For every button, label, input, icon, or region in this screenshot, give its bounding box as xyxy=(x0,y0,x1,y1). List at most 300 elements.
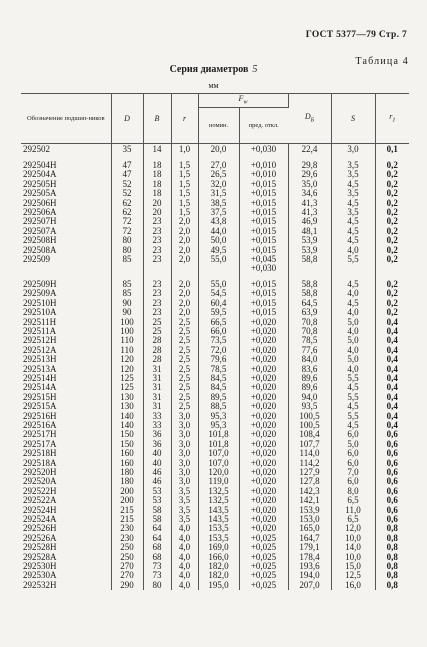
cell-fw-nominal: 195,0 xyxy=(198,581,239,590)
cell-r1: 0,6 xyxy=(386,430,398,440)
cell-B: 46 xyxy=(143,468,171,477)
cell-r: 3,0 xyxy=(171,459,198,468)
cell-Db: 142,1 xyxy=(288,496,331,505)
cell-r1: 0,4 xyxy=(386,373,398,383)
cell-r1: 0,8 xyxy=(386,543,398,553)
cell-S: 11,0 xyxy=(331,506,375,515)
cell-fw-nominal: 49,5 xyxy=(198,246,239,255)
cell-designation: 292508Н xyxy=(21,236,111,245)
cell-fw-nominal: 79,6 xyxy=(198,355,239,364)
cell-S: 7,0 xyxy=(331,468,375,477)
cell-B: 40 xyxy=(143,459,171,468)
cell-r1: 0,2 xyxy=(386,289,398,299)
cell-r1: 0,6 xyxy=(386,458,398,468)
cell-D: 62 xyxy=(111,208,143,217)
cell-r: 2,0 xyxy=(171,255,198,264)
table-row xyxy=(21,383,409,392)
cell-S: 10,0 xyxy=(331,553,375,562)
cell-r: 2,0 xyxy=(171,280,198,289)
cell-fw-nominal: 169,0 xyxy=(198,543,239,552)
table-body xyxy=(21,144,409,591)
cell-Db: 108,4 xyxy=(288,430,331,439)
table-row xyxy=(21,208,409,217)
cell-S: 4,5 xyxy=(331,402,375,411)
cell-D: 35 xyxy=(111,144,143,156)
cell-Db: 64,5 xyxy=(288,299,331,308)
cell-Db: 127,9 xyxy=(288,468,331,477)
cell-S: 5,0 xyxy=(331,336,375,345)
cell-fw-nominal: 73,5 xyxy=(198,336,239,345)
cell-fw-nominal: 32,0 xyxy=(198,180,239,189)
table-row xyxy=(21,524,409,533)
cell-S: 14,0 xyxy=(331,543,375,552)
cell-Db: 84,0 xyxy=(288,355,331,364)
cell-r: 1,5 xyxy=(171,180,198,189)
cell-S: 3,5 xyxy=(331,170,375,179)
cell-Db: 89,6 xyxy=(288,374,331,383)
cell-fw-deviation: +0,020 xyxy=(239,336,288,345)
cell-fw-nominal xyxy=(198,264,239,273)
cell-Db: 179,1 xyxy=(288,543,331,552)
cell-r: 4,0 xyxy=(171,553,198,562)
cell-r: 2,0 xyxy=(171,236,198,245)
table-row xyxy=(21,236,409,245)
cell-r: 3,0 xyxy=(171,421,198,430)
cell-r1: 0,8 xyxy=(386,524,398,534)
cell-fw-nominal: 182,0 xyxy=(198,562,239,571)
col-r: r xyxy=(171,94,198,144)
cell-fw-nominal: 55,0 xyxy=(198,255,239,264)
col-r1-subscript: 1 xyxy=(392,117,396,124)
table-row xyxy=(21,246,409,255)
cell-r1: 0,6 xyxy=(386,505,398,515)
cell-designation: 292520Н xyxy=(21,468,111,477)
cell-fw-nominal: 54,5 xyxy=(198,289,239,298)
cell-fw-nominal: 84,5 xyxy=(198,374,239,383)
cell-fw-deviation: +0,015 xyxy=(239,236,288,245)
col-deviation: пред. откл. xyxy=(239,108,288,144)
cell-designation: 292518А xyxy=(21,459,111,468)
cell-fw-nominal: 72,0 xyxy=(198,346,239,355)
cell-r1: 0,2 xyxy=(386,198,398,208)
cell-r1: 0,6 xyxy=(386,486,398,496)
cell-D: 150 xyxy=(111,430,143,439)
cell-Db: 58,8 xyxy=(288,289,331,298)
cell-fw-nominal: 66,5 xyxy=(198,318,239,327)
col-D: D xyxy=(111,94,143,144)
cell-r: 3,0 xyxy=(171,412,198,421)
cell-designation: 292516Н xyxy=(21,412,111,421)
cell-D: 52 xyxy=(111,189,143,198)
cell-r: 3,5 xyxy=(171,515,198,524)
cell-fw-nominal: 95,3 xyxy=(198,421,239,430)
cell-r1: 0,4 xyxy=(386,326,398,336)
cell-S: 4,5 xyxy=(331,280,375,289)
cell-Db: 58,8 xyxy=(288,255,331,264)
cell-r1: 0,2 xyxy=(386,208,398,218)
cell-S: 5,0 xyxy=(331,440,375,449)
cell-S: 4,5 xyxy=(331,217,375,226)
cell-fw-deviation: +0,015 xyxy=(239,280,288,289)
cell-Db: 127,8 xyxy=(288,477,331,486)
table-row xyxy=(21,496,409,505)
cell-designation: 292516А xyxy=(21,421,111,430)
table-row xyxy=(21,421,409,430)
cell-r1: 0,4 xyxy=(386,392,398,402)
cell-Db: 178,4 xyxy=(288,553,331,562)
col-fw xyxy=(198,94,288,108)
table-row xyxy=(21,553,409,562)
cell-B: 33 xyxy=(143,412,171,421)
cell-r: 2,0 xyxy=(171,217,198,226)
cell-Db: 94,0 xyxy=(288,393,331,402)
cell-designation: 292520А xyxy=(21,477,111,486)
cell-designation: 292506Н xyxy=(21,199,111,208)
cell-designation: 292507А xyxy=(21,227,111,236)
cell-r: 4,0 xyxy=(171,571,198,580)
cell-fw-deviation: +0,020 xyxy=(239,430,288,439)
cell-S: 16,0 xyxy=(331,581,375,590)
cell-designation: 292507Н xyxy=(21,217,111,226)
cell-fw-nominal: 27,0 xyxy=(198,161,239,170)
cell-fw-deviation: +0,030 xyxy=(239,144,288,156)
cell-Db: 193,6 xyxy=(288,562,331,571)
cell-D: 85 xyxy=(111,255,143,264)
table-label: Таблица 4 xyxy=(355,56,409,67)
cell-S: 15,0 xyxy=(331,562,375,571)
cell-designation: 292514А xyxy=(21,383,111,392)
cell-fw-deviation: +0,025 xyxy=(239,543,288,552)
cell-B: 73 xyxy=(143,571,171,580)
cell-Db: 194,0 xyxy=(288,571,331,580)
cell-Db: 142,3 xyxy=(288,487,331,496)
cell-B: 31 xyxy=(143,365,171,374)
cell-S: 4,0 xyxy=(331,346,375,355)
cell-D: 200 xyxy=(111,496,143,505)
cell-fw-nominal: 88,5 xyxy=(198,402,239,411)
cell-fw-deviation: +0,015 xyxy=(239,289,288,298)
table-row xyxy=(21,255,409,264)
cell-B: 20 xyxy=(143,208,171,217)
cell-fw-nominal: 119,0 xyxy=(198,477,239,486)
cell-B: 28 xyxy=(143,355,171,364)
cell-r: 3,5 xyxy=(171,506,198,515)
cell-D: 180 xyxy=(111,468,143,477)
cell-D: 100 xyxy=(111,318,143,327)
table-row xyxy=(21,346,409,355)
cell-r: 3,5 xyxy=(171,487,198,496)
cell-fw-deviation: +0,020 xyxy=(239,496,288,505)
cell-Db: 153,0 xyxy=(288,515,331,524)
cell-fw-deviation: +0,015 xyxy=(239,199,288,208)
table-row xyxy=(21,217,409,226)
cell-Db: 34,6 xyxy=(288,189,331,198)
col-S: S xyxy=(331,94,375,144)
cell-S: 5,0 xyxy=(331,318,375,327)
cell-designation: 292517А xyxy=(21,440,111,449)
cell-B: 31 xyxy=(143,374,171,383)
cell-D: 52 xyxy=(111,180,143,189)
cell-Db: 100,5 xyxy=(288,412,331,421)
cell-r: 4,0 xyxy=(171,581,198,590)
cell-designation: 292522А xyxy=(21,496,111,505)
cell-S: 4,5 xyxy=(331,383,375,392)
table-row xyxy=(21,144,409,156)
cell-fw-nominal: 78,5 xyxy=(198,365,239,374)
cell-S: 4,5 xyxy=(331,227,375,236)
cell-S: 4,5 xyxy=(331,299,375,308)
cell-Db: 89,6 xyxy=(288,383,331,392)
cell-r: 2,5 xyxy=(171,355,198,364)
cell-D: 250 xyxy=(111,543,143,552)
cell-r1: 0,1 xyxy=(386,143,398,154)
cell-designation: 292511А xyxy=(21,327,111,336)
cell-fw-deviation: +0,020 xyxy=(239,524,288,533)
cell-S: 8,0 xyxy=(331,487,375,496)
table-row xyxy=(21,412,409,421)
cell-r: 2,0 xyxy=(171,299,198,308)
cell-S: 3,0 xyxy=(331,144,375,156)
table-row xyxy=(21,355,409,364)
cell-S: 5,0 xyxy=(331,355,375,364)
table-row xyxy=(21,459,409,468)
cell-designation: 292528А xyxy=(21,553,111,562)
cell-designation: 292508А xyxy=(21,246,111,255)
cell-fw-deviation: +0,020 xyxy=(239,346,288,355)
cell-S: 6,0 xyxy=(331,477,375,486)
cell-designation: 292530А xyxy=(21,571,111,580)
cell-r: 3,0 xyxy=(171,468,198,477)
cell-fw-nominal: 101,8 xyxy=(198,440,239,449)
cell-Db: 153,9 xyxy=(288,506,331,515)
cell-fw-deviation: +0,025 xyxy=(239,581,288,590)
cell-r: 4,0 xyxy=(171,543,198,552)
cell-r: 2,5 xyxy=(171,318,198,327)
cell-r1: 0,8 xyxy=(386,533,398,543)
cell-designation: 292510Н xyxy=(21,299,111,308)
cell-fw-deviation: +0,020 xyxy=(239,487,288,496)
cell-D: 90 xyxy=(111,299,143,308)
cell-B: 40 xyxy=(143,449,171,458)
cell-D: 90 xyxy=(111,308,143,317)
table-row xyxy=(21,543,409,552)
cell-r1: 0,6 xyxy=(386,477,398,487)
cell-B xyxy=(143,264,171,273)
cell-S: 4,0 xyxy=(331,289,375,298)
cell-S: 5,5 xyxy=(331,412,375,421)
cell-Db: 41,3 xyxy=(288,199,331,208)
cell-r: 2,0 xyxy=(171,289,198,298)
table-row xyxy=(21,487,409,496)
cell-S: 6,5 xyxy=(331,515,375,524)
cell-Db: 46,9 xyxy=(288,217,331,226)
cell-D: 230 xyxy=(111,524,143,533)
cell-designation: 292509 xyxy=(21,255,111,264)
cell-designation: 292526Н xyxy=(21,524,111,533)
table-row xyxy=(21,562,409,571)
cell-fw-nominal: 107,0 xyxy=(198,449,239,458)
cell-r: 3,0 xyxy=(171,477,198,486)
cell-D: 120 xyxy=(111,355,143,364)
cell-Db: 53,9 xyxy=(288,246,331,255)
cell-fw-deviation: +0,020 xyxy=(239,440,288,449)
cell-Db: 165,0 xyxy=(288,524,331,533)
cell-r1: 0,2 xyxy=(386,217,398,227)
cell-r: 2,5 xyxy=(171,336,198,345)
cell-r1: 0,8 xyxy=(386,562,398,572)
cell-D: 110 xyxy=(111,346,143,355)
cell-designation: 292513Н xyxy=(21,355,111,364)
cell-D: 120 xyxy=(111,365,143,374)
cell-B: 14 xyxy=(143,144,171,156)
table-row xyxy=(21,308,409,317)
cell-S: 10,0 xyxy=(331,534,375,543)
unit-label: мм xyxy=(208,81,219,90)
cell-D: 270 xyxy=(111,571,143,580)
cell-r1: 0,4 xyxy=(386,336,398,346)
cell-fw-deviation: +0,015 xyxy=(239,299,288,308)
cell-D: 130 xyxy=(111,402,143,411)
cell-r1: 0,6 xyxy=(386,468,398,477)
cell-designation: 292510А xyxy=(21,308,111,317)
cell-fw-nominal: 95,3 xyxy=(198,412,239,421)
cell-fw-nominal: 66,0 xyxy=(198,327,239,336)
cell-D: 85 xyxy=(111,289,143,298)
cell-S: 3,5 xyxy=(331,189,375,198)
cell-r1: 0,6 xyxy=(386,496,398,506)
cell-Db: 22,4 xyxy=(288,144,331,156)
cell-D: 250 xyxy=(111,553,143,562)
col-B: B xyxy=(143,94,171,144)
cell-B: 23 xyxy=(143,299,171,308)
cell-B: 68 xyxy=(143,543,171,552)
cell-r1: 0,8 xyxy=(386,552,398,562)
cell-fw-nominal: 44,0 xyxy=(198,227,239,236)
cell-r1: 0,2 xyxy=(386,161,398,170)
cell-r1: 0,2 xyxy=(386,170,398,180)
cell-fw-nominal: 132,5 xyxy=(198,496,239,505)
cell-B: 53 xyxy=(143,496,171,505)
cell-r: 4,0 xyxy=(171,562,198,571)
cell-r1: 0,2 xyxy=(386,189,398,199)
cell-fw-nominal: 26,5 xyxy=(198,170,239,179)
cell-fw-deviation: +0,020 xyxy=(239,449,288,458)
cell-S: 5,5 xyxy=(331,255,375,264)
cell-designation: 292522Н xyxy=(21,487,111,496)
cell-fw-deviation: +0,015 xyxy=(239,308,288,317)
cell-r: 4,0 xyxy=(171,534,198,543)
col-r1-symbol: r xyxy=(389,111,393,121)
cell-B: 31 xyxy=(143,402,171,411)
cell-Db xyxy=(288,264,331,273)
cell-designation: 292524А xyxy=(21,515,111,524)
cell-designation: 292509А xyxy=(21,289,111,298)
cell-r: 2,0 xyxy=(171,246,198,255)
table-row xyxy=(21,289,409,298)
cell-fw-deviation: +0,020 xyxy=(239,318,288,327)
cell-r: 1,5 xyxy=(171,208,198,217)
cell-fw-nominal: 89,5 xyxy=(198,393,239,402)
cell-S: 3,5 xyxy=(331,161,375,170)
cell-r: 1,5 xyxy=(171,189,198,198)
cell-fw-deviation: +0,020 xyxy=(239,365,288,374)
col-designation: Обозначение подшип-ников xyxy=(21,94,111,144)
cell-B: 23 xyxy=(143,308,171,317)
cell-D: 47 xyxy=(111,161,143,170)
cell-B: 23 xyxy=(143,236,171,245)
table-row xyxy=(21,199,409,208)
cell-D: 140 xyxy=(111,412,143,421)
cell-r: 1,5 xyxy=(171,199,198,208)
cell-D: 290 xyxy=(111,581,143,590)
cell-fw-nominal: 31,5 xyxy=(198,189,239,198)
cell-S: 5,5 xyxy=(331,374,375,383)
cell-fw-deviation: +0,020 xyxy=(239,421,288,430)
cell-designation: 292505Н xyxy=(21,180,111,189)
cell-fw-deviation: +0,020 xyxy=(239,515,288,524)
cell-designation: 292504А xyxy=(21,170,111,179)
cell-S: 12,5 xyxy=(331,571,375,580)
cell-S: 4,5 xyxy=(331,199,375,208)
cell-B: 33 xyxy=(143,421,171,430)
cell-D: 230 xyxy=(111,534,143,543)
cell-r1: 0,4 xyxy=(386,402,398,412)
cell-S: 5,5 xyxy=(331,393,375,402)
cell-fw-nominal: 43,8 xyxy=(198,217,239,226)
cell-r1: 0,2 xyxy=(386,226,398,236)
cell-S: 4,0 xyxy=(331,365,375,374)
cell-B: 23 xyxy=(143,217,171,226)
table-row xyxy=(21,280,409,289)
table-row xyxy=(21,299,409,308)
cell-r: 3,5 xyxy=(171,496,198,505)
cell-B: 23 xyxy=(143,280,171,289)
table-row xyxy=(21,449,409,458)
cell-B: 28 xyxy=(143,336,171,345)
cell-Db: 114,2 xyxy=(288,459,331,468)
cell-Db: 58,8 xyxy=(288,280,331,289)
cell-fw-deviation: +0,020 xyxy=(239,383,288,392)
page-header: ГОСТ 5377—79 Стр. 7 xyxy=(305,30,407,40)
cell-fw-nominal: 50,0 xyxy=(198,236,239,245)
table-row xyxy=(21,365,409,374)
table-row xyxy=(21,170,409,179)
cell-fw-deviation: +0,015 xyxy=(239,180,288,189)
cell-designation: 292511Н xyxy=(21,318,111,327)
cell-r1 xyxy=(375,264,409,273)
cell-D: 160 xyxy=(111,459,143,468)
cell-fw-nominal: 38,5 xyxy=(198,199,239,208)
cell-r1: 0,2 xyxy=(386,245,398,255)
cell-fw-deviation: +0,020 xyxy=(239,402,288,411)
cell-fw-nominal: 132,5 xyxy=(198,487,239,496)
cell-designation: 292506А xyxy=(21,208,111,217)
cell-B: 68 xyxy=(143,553,171,562)
cell-Db: 63,9 xyxy=(288,308,331,317)
cell-fw-deviation: +0,020 xyxy=(239,355,288,364)
cell-B: 31 xyxy=(143,393,171,402)
cell-r1: 0,4 xyxy=(386,383,398,393)
cell-r: 4,0 xyxy=(171,524,198,533)
table-row xyxy=(21,374,409,383)
table-row xyxy=(21,571,409,580)
cell-Db: 53,9 xyxy=(288,236,331,245)
table-row xyxy=(21,264,409,273)
table-row xyxy=(21,336,409,345)
cell-B: 25 xyxy=(143,318,171,327)
cell-designation: 292514Н xyxy=(21,374,111,383)
cell-D: 72 xyxy=(111,227,143,236)
